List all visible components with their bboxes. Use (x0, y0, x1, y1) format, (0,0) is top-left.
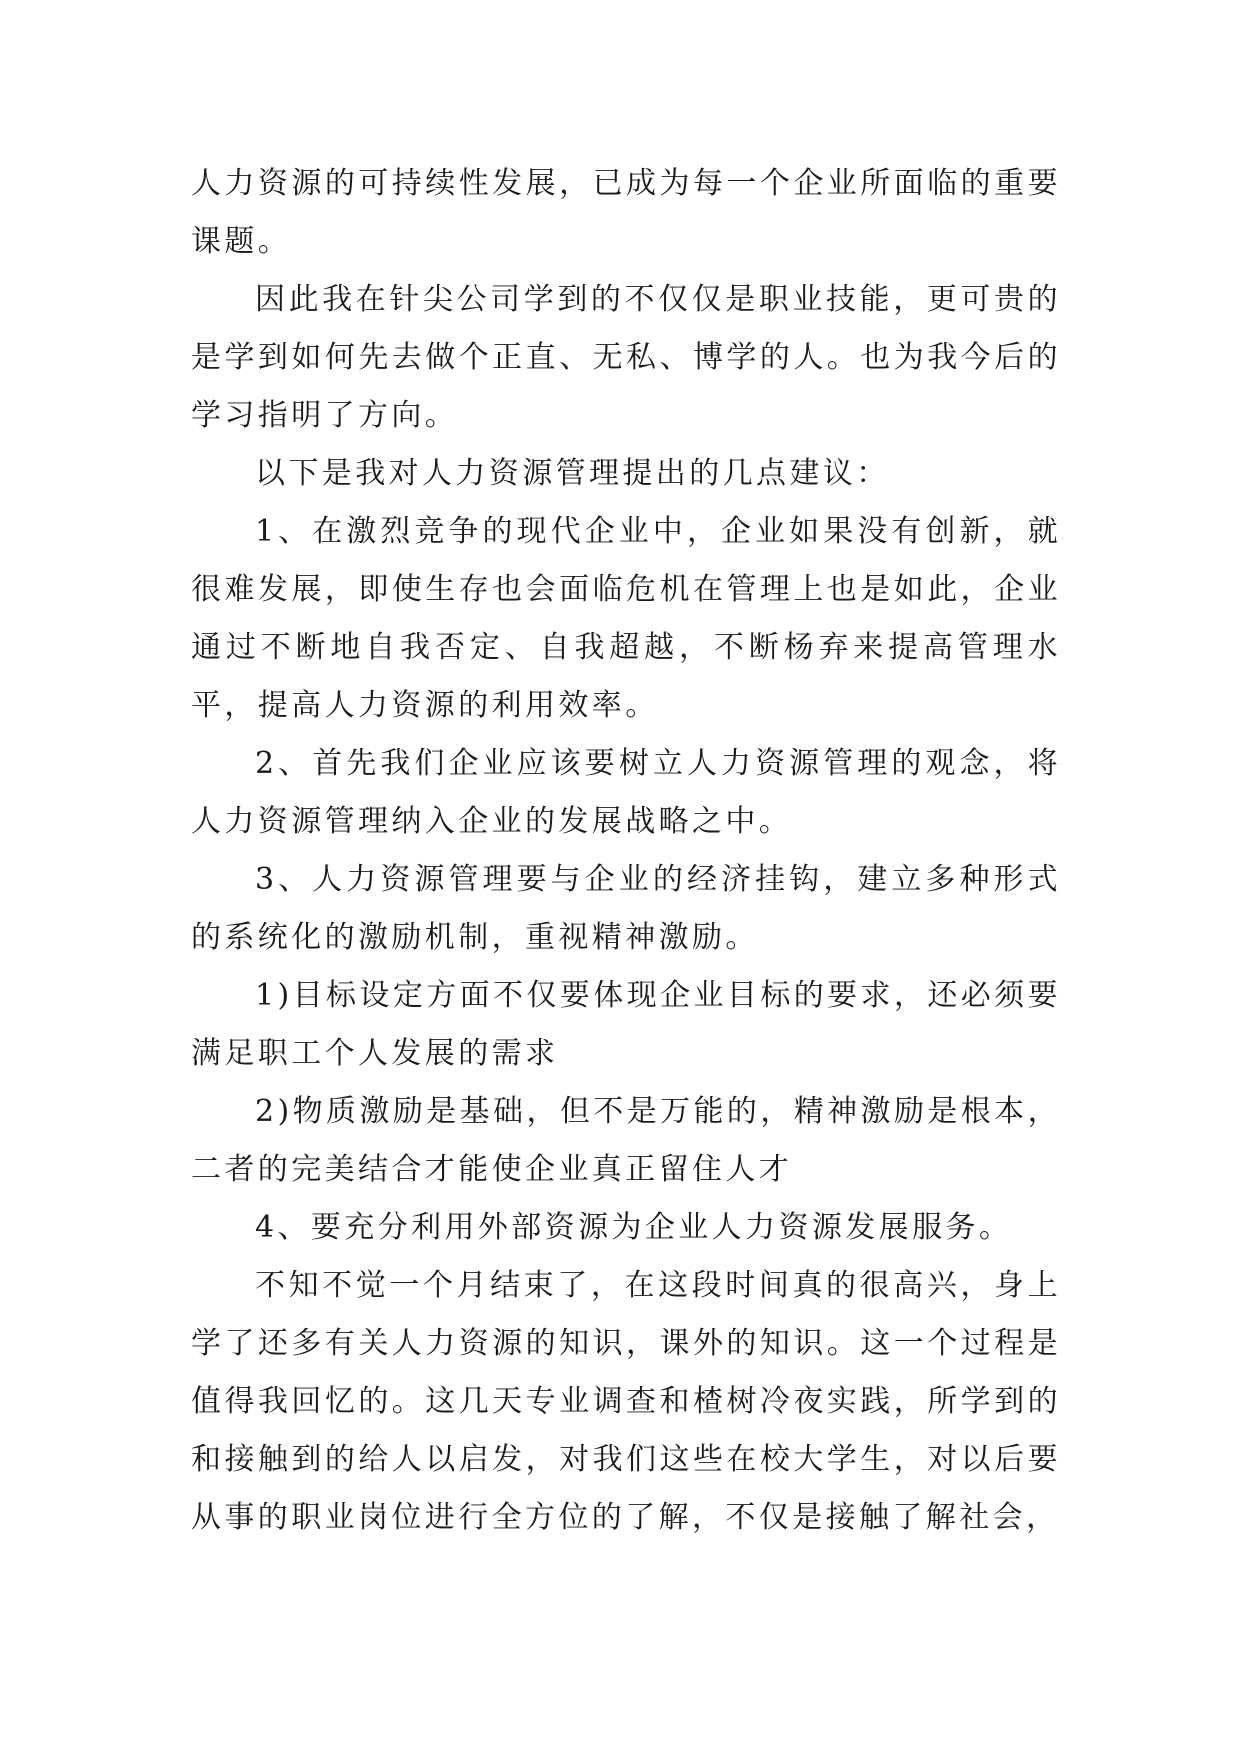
paragraph-suggestion-4: 4、要充分利用外部资源为企业人力资源发展服务。 (255, 1210, 1013, 1245)
paragraph-suggestions-intro: 以下是我对人力资源管理提出的几点建议： (255, 456, 890, 491)
paragraph-suggestion-2: 2、首先我们企业应该要树立人力资源管理的观念，将人力资源管理纳入企业的发展战略之中。 (191, 746, 1061, 839)
paragraph-continued: 人力资源的可持续性发展，已成为每一个企业所面临的重要课题。 (191, 166, 1061, 259)
paragraph-suggestion-1: 1、在激烈竞争的现代企业中，企业如果没有创新，就很难发展，即使生存也会面临危机在管理上也是如此，企业通过不断地自我否定、自我超越，不断杨弃来提高管理水平，提高人力资源的利用效率。 (191, 514, 1061, 723)
paragraph-suggestion-3: 3、人力资源管理要与企业的经济挂钩，建立多种形式的系统化的激励机制，重视精神激励。 (191, 862, 1061, 955)
paragraph-learning: 因此我在针尖公司学到的不仅仅是职业技能，更可贵的是学到如何先去做个正直、无私、博学的人。也为我今后的学习指明了方向。 (191, 282, 1061, 433)
paragraph-sub-item-1: 1)目标设定方面不仅要体现企业目标的要求，还必须要满足职工个人发展的需求 (191, 978, 1061, 1071)
paragraph-reflection: 不知不觉一个月结束了，在这段时间真的很高兴，身上学了还多有关人力资源的知识，课外的知识。这一个过程是值得我回忆的。这几天专业调查和楂树冷夜实践，所学到的和接触到的给人以启发，对我们这些在校大学生，对以后要从事的职业岗位进行全方位的了解，不仅是接触了解社会， (191, 1268, 1061, 1535)
paragraph-sub-item-2: 2)物质激励是基础，但不是万能的，精神激励是根本，二者的完美结合才能使企业真正留住人才 (191, 1094, 1061, 1187)
document-body (191, 155, 1061, 1547)
